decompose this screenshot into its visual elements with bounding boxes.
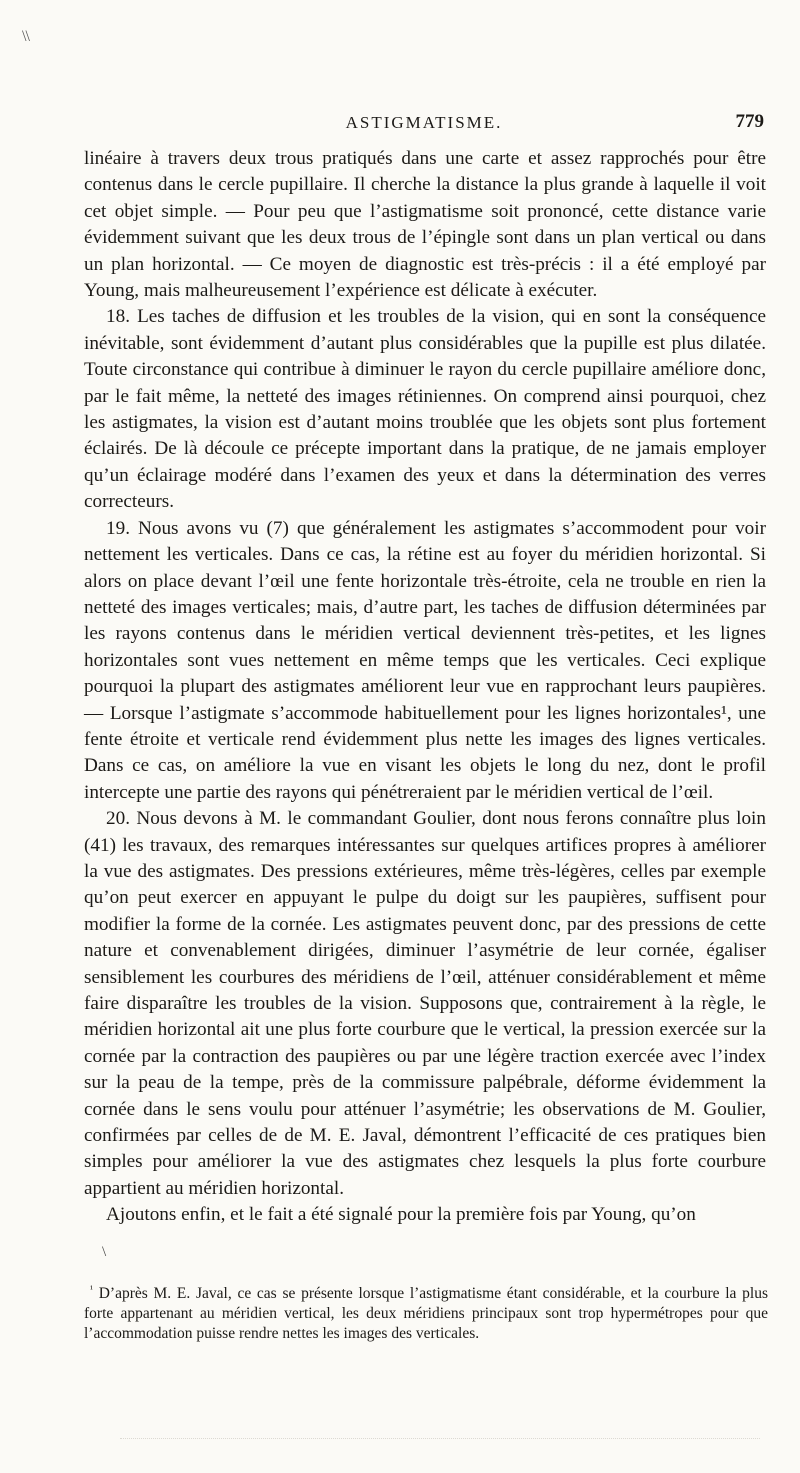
paragraph-19: 19. Nous avons vu (7) que généralement les astigmates s’accommodent pour voir nettement les verticales. Dans ce cas, la rétine est au foyer du méridien horizontal. Si alors on place devant l’œil une fente horizontale très-étroite, cela ne trouble en rien la netteté des images verticales; mais, d’autre part, les taches de diffusion déterminées par les rayons contenus dans le méridien vertical deviennent très-petites, et les lignes horizontales sont vues nettement en même temps que les verticales. Ceci explique pourquoi la plupart des astigmates améliorent leur vue en rapprochant leurs paupières. — Lorsque l’astigmate s’accommode habituellement pour les lignes horizontales¹, une fente étroite et verticale rend évidemment plus nette les images des lignes verticales. Dans ce cas, on améliore la vue en visant les objets le long du nez, dont le profil intercepte une partie des rayons qui pénétreraient par le méridien vertical de l’œil. <box>84 517 766 803</box>
page-header <box>84 113 764 139</box>
footnote-marker: ¹ <box>90 1284 93 1295</box>
paragraph-continued: linéaire à travers deux trous pratiqués dans une carte et assez rapprochés pour être contenus dans le cercle pupillaire. Il cherche la distance la plus grande à laquelle il voit cet objet simple. — Pour peu que l’astigmatisme soit prononcé, cette distance varie évidemment suivant que les deux trous de l’épingle sont dans un plan vertical ou dans un plan horizontal. — Ce moyen de diagnostic est très-précis : il a été employé par Young, mais malheureusement l’expérience est délicate à exécuter. <box>84 148 766 302</box>
body-text <box>84 146 766 1229</box>
page-number: 779 <box>735 111 764 132</box>
footnote <box>84 1280 768 1344</box>
paragraph-20: 20. Nous devons à M. le commandant Goulier, dont nous ferons connaître plus loin (41) les travaux, des remarques intéressantes sur quelques artifices propres à améliorer la vue des astigmates. Des pressions extérieures, même très-légères, celles par exemple qu’on peut exercer en appuyant le pulpe du doigt sur les paupières, suffisent pour modifier la forme de la cornée. Les astigmates peuvent donc, par des pressions de cette nature et convenablement dirigées, diminuer l’asymétrie de leur cornée, égaliser sensiblement les courbures des méridiens de l’œil, atténuer considérablement et même faire disparaître les troubles de la vision. Supposons que, contrairement à la règle, le méridien horizontal ait une plus forte courbure que le vertical, la pression exercée sur la cornée par la contraction des paupières ou par une légère traction exercée avec l’index sur la peau de la tempe, près de la commissure palpébrale, déforme évidemment la cornée dans le sens voulu pour atténuer l’asymétrie; les observations de M. Goulier, confirmées par celles de de M. E. Javal, démontrent l’efficacité de ces pratiques bien simples pour améliorer la vue des astigmates chez lesquels la plus forte courbure appartient au méridien horizontal. <box>84 808 766 1199</box>
footnote-text: D’après M. E. Javal, ce cas se présente lorsque l’astigmatisme étant considérable, et la courbure la plus forte appartenant au méridien vertical, les deux méridiens principaux sont trop hypermétropes pour que l’accommodation puisse rendre nettes les images des verticales. <box>84 1285 768 1342</box>
corner-mark: \\ <box>22 28 29 45</box>
paragraph-18: 18. Les taches de diffusion et les troubles de la vision, qui en sont la conséquence inévitable, sont évidemment d’autant plus considérables que la pupille est plus dilatée. Toute circonstance qui contribue à diminuer le rayon du cercle pupillaire améliore donc, par le fait même, la netteté des images rétiniennes. On comprend ainsi pourquoi, chez les astigmates, la vision est d’autant moins troublée que les objets sont plus fortement éclairés. De là découle ce précepte important dans la pratique, de ne jamais employer qu’un éclairage modéré dans l’examen des yeux et dans la détermination des verres correcteurs. <box>84 306 766 513</box>
paragraph-closing: Ajoutons enfin, et le fait a été signalé pour la première fois par Young, qu’on <box>106 1204 696 1226</box>
scan-specks <box>120 1438 760 1445</box>
continuation-mark: \ <box>102 1244 107 1260</box>
running-title: ASTIGMATISME. <box>345 113 503 132</box>
